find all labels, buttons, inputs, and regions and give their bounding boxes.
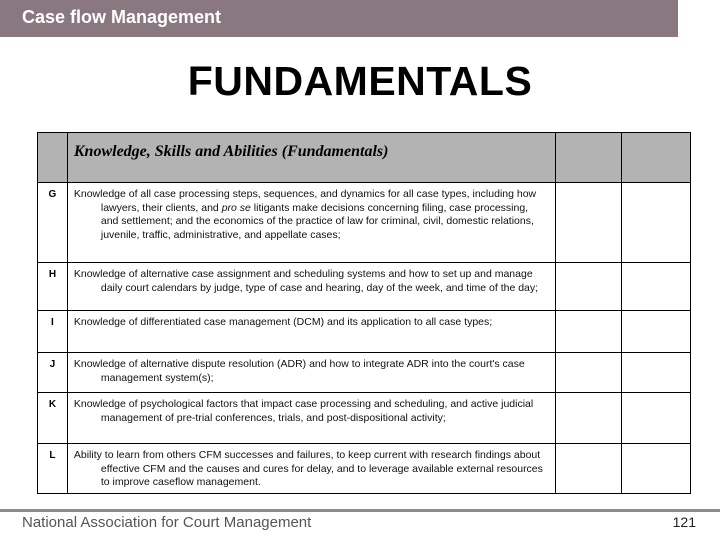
empty-cell <box>556 183 622 263</box>
empty-cell <box>556 444 622 494</box>
table-row <box>38 263 691 311</box>
row-text: Knowledge of alternative dispute resolution (ADR) and how to integrate ADR into the court's case management system(s); <box>67 353 555 393</box>
empty-cell <box>621 353 690 393</box>
empty-cell <box>556 393 622 444</box>
header-cell-blank <box>38 133 68 183</box>
header-title: Case flow Management <box>22 7 222 27</box>
empty-cell <box>556 311 622 353</box>
empty-cell <box>556 353 622 393</box>
row-text-part: Knowledge of all case processing steps, sequences, and dynamics for all case types, including how lawyers, their clients, and <box>73 188 537 214</box>
table-header-row <box>38 133 691 183</box>
row-text-part: litigants make decisions concerning filing, case processing, and settlement; and the economics of the practice of law for criminal, civil, domestic relations, juvenile, traffic, administrative, and appellate cases; <box>100 201 534 241</box>
footer-divider <box>0 509 720 512</box>
row-text: Knowledge of psychological factors that impact case processing and scheduling, and active judicial management of pre-trial conferences, trials, and post-dispositional activity; <box>67 393 555 444</box>
table-row <box>38 353 691 393</box>
row-letter: H <box>38 263 68 311</box>
row-letter: I <box>38 311 68 353</box>
table-row <box>38 311 691 353</box>
competency-table <box>37 132 691 494</box>
footer-org: National Association for Court Management <box>22 514 312 531</box>
table-heading: Knowledge, Skills and Abilities (Fundamentals) <box>67 133 555 183</box>
row-text-italic: pro se <box>221 201 251 214</box>
empty-cell <box>621 183 690 263</box>
empty-cell <box>621 393 690 444</box>
row-letter: G <box>38 183 68 263</box>
row-text: Knowledge of differentiated case management (DCM) and its application to all case types; <box>67 311 555 353</box>
table-row <box>38 444 691 494</box>
row-text <box>67 183 555 263</box>
row-letter: J <box>38 353 68 393</box>
empty-cell <box>621 263 690 311</box>
header-cell-blank <box>556 133 622 183</box>
table-row <box>38 393 691 444</box>
page-title: FUNDAMENTALS <box>187 58 533 104</box>
empty-cell <box>621 311 690 353</box>
page-number: 121 <box>672 514 696 530</box>
table-row <box>38 183 691 263</box>
row-text: Ability to learn from others CFM successes and failures, to keep current with research findings about effective CFM and the causes and cures for delay, and to leverage available external resources to improve caseflow management. <box>67 444 555 494</box>
row-letter: K <box>38 393 68 444</box>
header-bar <box>0 0 678 37</box>
row-text: Knowledge of alternative case assignment and scheduling systems and how to set up and manage daily court calendars by judge, type of case and hearing, day of the week, and time of the day; <box>67 263 555 311</box>
empty-cell <box>621 444 690 494</box>
header-cell-blank <box>621 133 690 183</box>
empty-cell <box>556 263 622 311</box>
row-letter: L <box>38 444 68 494</box>
